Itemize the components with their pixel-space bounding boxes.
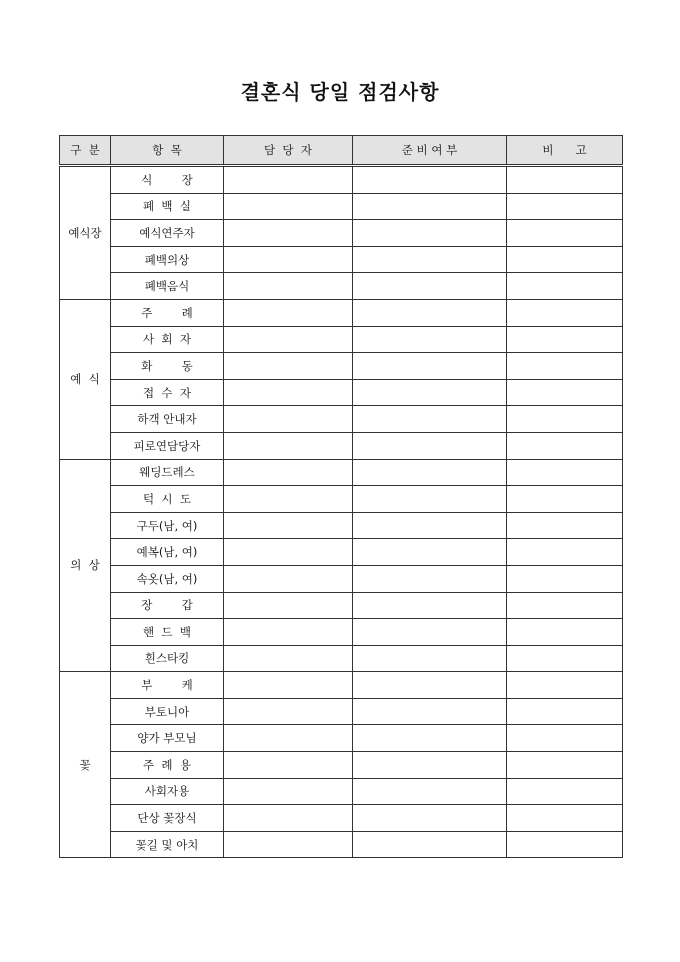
- table-row: [60, 432, 623, 459]
- remarks-cell[interactable]: [507, 353, 623, 380]
- checklist-table: [59, 135, 623, 858]
- category-cell: [60, 672, 111, 858]
- readiness-cell[interactable]: [353, 353, 507, 380]
- table-row: [60, 406, 623, 433]
- header-category: 구 분: [60, 136, 111, 166]
- item-cell: [111, 379, 224, 406]
- person-in-charge-cell[interactable]: [224, 645, 353, 672]
- header-person-in-charge: 담 당 자: [224, 136, 353, 166]
- table-row: [60, 299, 623, 326]
- remarks-cell[interactable]: [507, 831, 623, 858]
- item-cell: [111, 805, 224, 832]
- item-label: 주 례 용: [143, 757, 191, 772]
- person-in-charge-cell[interactable]: [224, 220, 353, 247]
- item-cell: [111, 166, 224, 194]
- table-row: [60, 698, 623, 725]
- category-label: 예식장: [68, 225, 102, 240]
- item-label: 웨딩드레스: [139, 465, 195, 480]
- readiness-cell[interactable]: [353, 672, 507, 699]
- remarks-cell[interactable]: [507, 592, 623, 619]
- person-in-charge-cell[interactable]: [224, 539, 353, 566]
- remarks-cell[interactable]: [507, 805, 623, 832]
- person-in-charge-cell[interactable]: [224, 406, 353, 433]
- person-in-charge-cell[interactable]: [224, 805, 353, 832]
- remarks-cell[interactable]: [507, 778, 623, 805]
- person-in-charge-cell[interactable]: [224, 326, 353, 353]
- item-label: 사 회 자: [143, 332, 191, 347]
- item-cell: [111, 512, 224, 539]
- remarks-cell[interactable]: [507, 220, 623, 247]
- person-in-charge-cell[interactable]: [224, 672, 353, 699]
- readiness-cell[interactable]: [353, 486, 507, 513]
- person-in-charge-cell[interactable]: [224, 299, 353, 326]
- category-cell: [60, 299, 111, 459]
- remarks-cell[interactable]: [507, 725, 623, 752]
- table-row: [60, 619, 623, 646]
- remarks-cell[interactable]: [507, 619, 623, 646]
- remarks-cell[interactable]: [507, 273, 623, 300]
- header-row: [60, 136, 623, 166]
- item-cell: [111, 326, 224, 353]
- item-label: 하객 안내자: [137, 412, 197, 427]
- person-in-charge-cell[interactable]: [224, 512, 353, 539]
- item-cell: [111, 246, 224, 273]
- table-row: [60, 539, 623, 566]
- readiness-cell[interactable]: [353, 406, 507, 433]
- remarks-cell[interactable]: [507, 645, 623, 672]
- table-row: [60, 193, 623, 220]
- item-label: 핸 드 백: [143, 624, 191, 639]
- table-row: [60, 512, 623, 539]
- person-in-charge-cell[interactable]: [224, 619, 353, 646]
- readiness-cell[interactable]: [353, 805, 507, 832]
- item-label: 꽃길 및 아치: [135, 837, 199, 852]
- table-row: [60, 379, 623, 406]
- person-in-charge-cell[interactable]: [224, 486, 353, 513]
- item-cell: [111, 220, 224, 247]
- remarks-cell[interactable]: [507, 379, 623, 406]
- remarks-cell[interactable]: [507, 752, 623, 779]
- item-cell: [111, 432, 224, 459]
- table-row: [60, 831, 623, 858]
- readiness-cell[interactable]: [353, 379, 507, 406]
- header-readiness: 준 비 여 부: [353, 136, 507, 166]
- table-row: [60, 672, 623, 699]
- remarks-cell[interactable]: [507, 193, 623, 220]
- table-row: [60, 486, 623, 513]
- table-row: [60, 592, 623, 619]
- remarks-cell[interactable]: [507, 166, 623, 194]
- readiness-cell[interactable]: [353, 273, 507, 300]
- table-row: [60, 752, 623, 779]
- table-row: [60, 725, 623, 752]
- item-label: 장 갑: [141, 598, 193, 613]
- table-row: [60, 353, 623, 380]
- remarks-cell[interactable]: [507, 486, 623, 513]
- item-label: 구두(남, 여): [136, 518, 198, 533]
- readiness-cell[interactable]: [353, 299, 507, 326]
- remarks-cell[interactable]: [507, 326, 623, 353]
- remarks-cell[interactable]: [507, 672, 623, 699]
- table-row: [60, 778, 623, 805]
- readiness-cell[interactable]: [353, 432, 507, 459]
- category-cell: [60, 166, 111, 300]
- item-label: 속옷(남, 여): [136, 571, 198, 586]
- readiness-cell[interactable]: [353, 166, 507, 194]
- item-label: 양가 부모님: [137, 731, 197, 746]
- readiness-cell[interactable]: [353, 512, 507, 539]
- readiness-cell[interactable]: [353, 778, 507, 805]
- item-label: 부 케: [141, 678, 193, 693]
- person-in-charge-cell[interactable]: [224, 193, 353, 220]
- item-cell: [111, 459, 224, 486]
- page-title: 결혼식 당일 점검사항: [240, 80, 440, 104]
- person-in-charge-cell[interactable]: [224, 459, 353, 486]
- table-row: [60, 220, 623, 247]
- person-in-charge-cell[interactable]: [224, 592, 353, 619]
- item-cell: [111, 486, 224, 513]
- table-row: [60, 246, 623, 273]
- readiness-cell[interactable]: [353, 619, 507, 646]
- readiness-cell[interactable]: [353, 592, 507, 619]
- readiness-cell[interactable]: [353, 326, 507, 353]
- remarks-cell[interactable]: [507, 539, 623, 566]
- table-row: [60, 326, 623, 353]
- item-cell: [111, 725, 224, 752]
- remarks-cell[interactable]: [507, 698, 623, 725]
- item-cell: [111, 831, 224, 858]
- item-label: 폐백음식: [144, 279, 190, 294]
- readiness-cell[interactable]: [353, 698, 507, 725]
- readiness-cell[interactable]: [353, 193, 507, 220]
- header-remarks: 비 고: [507, 136, 623, 166]
- readiness-cell[interactable]: [353, 565, 507, 592]
- item-label: 접 수 자: [143, 385, 191, 400]
- item-label: 식 장: [141, 172, 193, 187]
- remarks-cell[interactable]: [507, 246, 623, 273]
- item-cell: [111, 273, 224, 300]
- readiness-cell[interactable]: [353, 220, 507, 247]
- person-in-charge-cell[interactable]: [224, 379, 353, 406]
- item-label: 주 례: [141, 305, 193, 320]
- item-cell: [111, 592, 224, 619]
- table-row: [60, 805, 623, 832]
- remarks-cell[interactable]: [507, 299, 623, 326]
- item-cell: [111, 353, 224, 380]
- item-label: 흰스타킹: [144, 651, 190, 666]
- item-label: 부토니아: [144, 704, 190, 719]
- remarks-cell[interactable]: [507, 512, 623, 539]
- remarks-cell[interactable]: [507, 432, 623, 459]
- category-label: 예 식: [70, 372, 100, 387]
- item-label: 단상 꽃장식: [137, 811, 197, 826]
- table-row: [60, 273, 623, 300]
- category-cell: [60, 459, 111, 672]
- item-cell: [111, 619, 224, 646]
- item-cell: [111, 752, 224, 779]
- item-label: 피로연담당자: [133, 438, 201, 453]
- item-cell: [111, 672, 224, 699]
- category-label: 꽃: [79, 757, 91, 772]
- item-cell: [111, 645, 224, 672]
- person-in-charge-cell[interactable]: [224, 725, 353, 752]
- readiness-cell[interactable]: [353, 459, 507, 486]
- header-item: 항 목: [111, 136, 224, 166]
- readiness-cell[interactable]: [353, 246, 507, 273]
- person-in-charge-cell[interactable]: [224, 166, 353, 194]
- person-in-charge-cell[interactable]: [224, 273, 353, 300]
- item-cell: [111, 299, 224, 326]
- item-label: 폐백의상: [144, 252, 190, 267]
- person-in-charge-cell[interactable]: [224, 246, 353, 273]
- category-label: 의 상: [70, 558, 100, 573]
- item-cell: [111, 778, 224, 805]
- table-row: [60, 565, 623, 592]
- person-in-charge-cell[interactable]: [224, 778, 353, 805]
- table-row: [60, 166, 623, 194]
- person-in-charge-cell[interactable]: [224, 432, 353, 459]
- item-cell: [111, 406, 224, 433]
- readiness-cell[interactable]: [353, 539, 507, 566]
- table-row: [60, 459, 623, 486]
- item-label: 턱 시 도: [143, 491, 191, 506]
- item-label: 예식연주자: [139, 225, 195, 240]
- table-row: [60, 645, 623, 672]
- readiness-cell[interactable]: [353, 645, 507, 672]
- person-in-charge-cell[interactable]: [224, 353, 353, 380]
- remarks-cell[interactable]: [507, 406, 623, 433]
- person-in-charge-cell[interactable]: [224, 565, 353, 592]
- readiness-cell[interactable]: [353, 831, 507, 858]
- readiness-cell[interactable]: [353, 725, 507, 752]
- item-cell: [111, 193, 224, 220]
- item-label: 사회자용: [144, 784, 190, 799]
- readiness-cell[interactable]: [353, 752, 507, 779]
- remarks-cell[interactable]: [507, 459, 623, 486]
- item-cell: [111, 698, 224, 725]
- remarks-cell[interactable]: [507, 565, 623, 592]
- person-in-charge-cell[interactable]: [224, 752, 353, 779]
- item-label: 화 동: [141, 358, 193, 373]
- person-in-charge-cell[interactable]: [224, 698, 353, 725]
- item-label: 폐 백 실: [143, 199, 191, 214]
- item-cell: [111, 565, 224, 592]
- item-cell: [111, 539, 224, 566]
- item-label: 예복(남, 여): [136, 545, 198, 560]
- person-in-charge-cell[interactable]: [224, 831, 353, 858]
